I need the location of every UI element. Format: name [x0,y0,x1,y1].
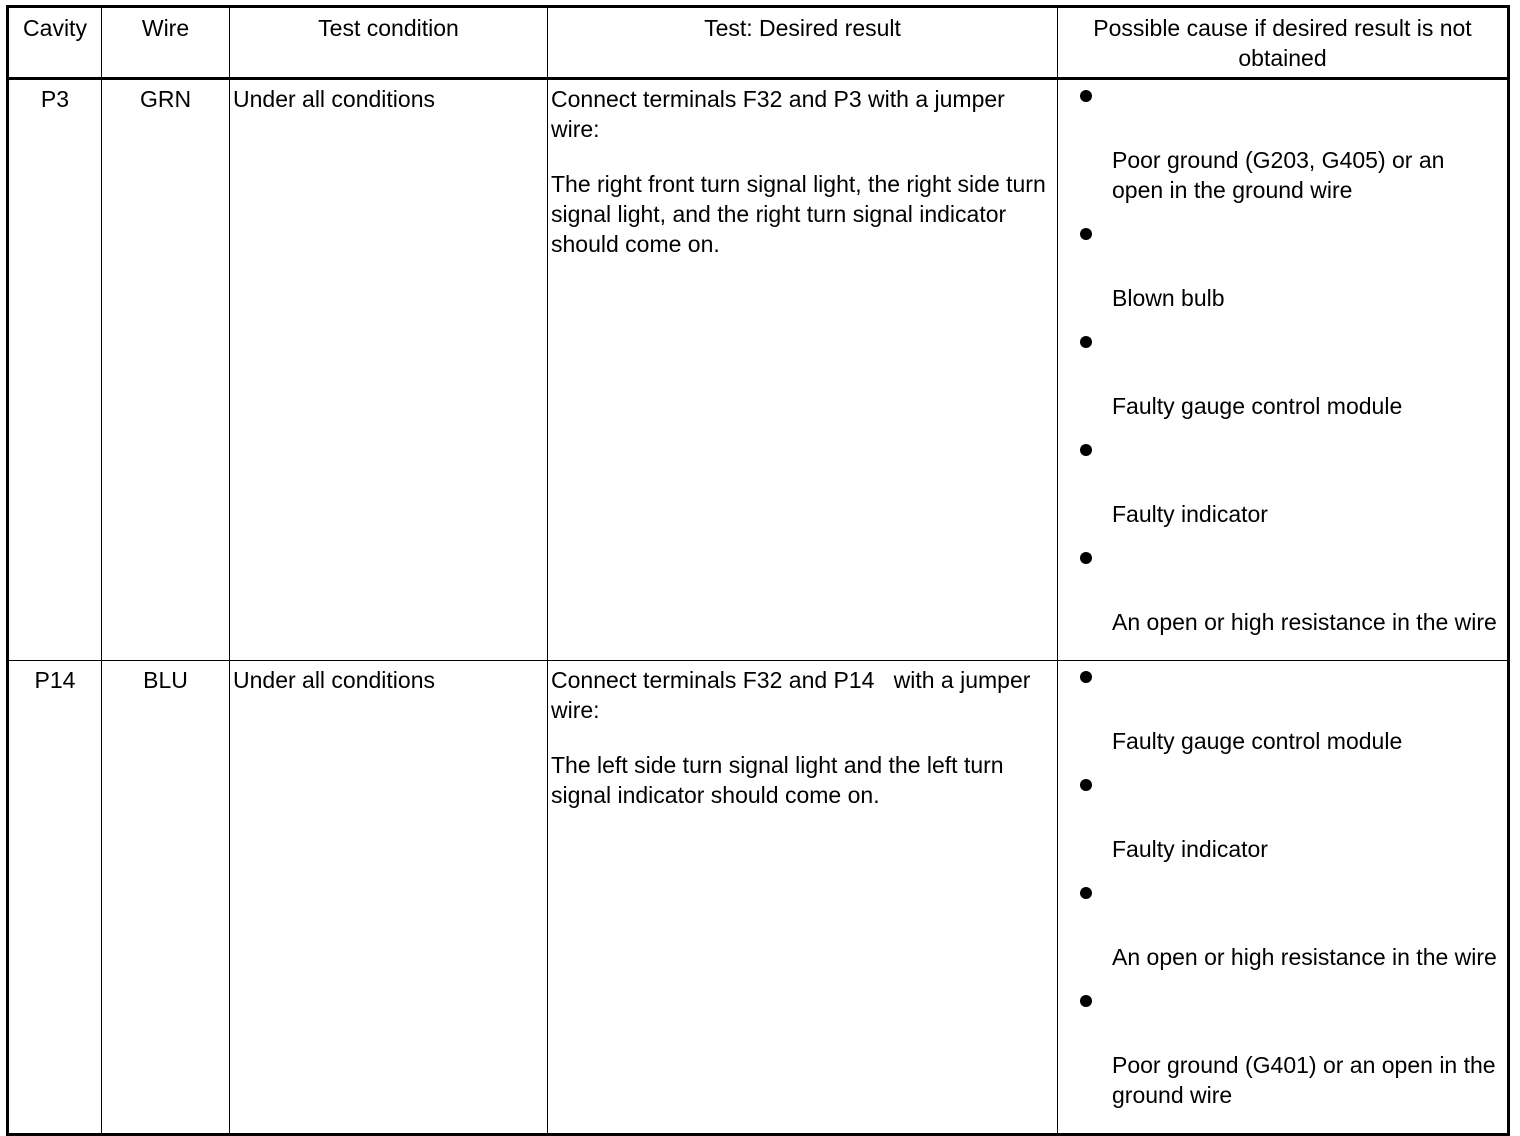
cause-text: Faulty gauge control module [1112,728,1403,754]
condition-cell: Under all conditions [230,79,548,661]
header-wire: Wire [102,7,230,79]
cause-item [1078,887,1501,972]
cause-text: Poor ground (G401) or an open in the ground wire [1112,1052,1496,1108]
cause-text: Faulty indicator [1112,836,1268,862]
header-row [8,7,1509,79]
bullet-icon [1080,90,1092,102]
cause-item [1078,779,1501,864]
table-row [8,79,1509,661]
header-possible-cause: Possible cause if desired result is not obtained [1058,7,1509,79]
cause-text: Faulty indicator [1112,501,1268,527]
cause-text: Poor ground (G203, G405) or an open in the ground wire [1112,147,1445,203]
wire-cell: GRN [102,79,230,661]
cavity-cell: P14 [8,661,102,1135]
causes-cell [1058,79,1509,661]
header-desired-result: Test: Desired result [548,7,1058,79]
bullet-icon [1080,671,1092,683]
cause-text: An open or high resistance in the wire [1112,609,1497,635]
table-row [8,661,1509,1135]
cause-item [1078,995,1501,1110]
condition-cell: Under all conditions [230,661,548,1135]
cavity-cell: P3 [8,79,102,661]
cause-item [1078,671,1501,756]
cause-text: Blown bulb [1112,285,1225,311]
result-expected: The left side turn signal light and the left turn signal indicator should come on. [551,752,1004,808]
header-cavity: Cavity [8,7,102,79]
bullet-icon [1080,887,1092,899]
result-cell [548,661,1058,1135]
result-cell [548,79,1058,661]
cause-item [1078,444,1501,529]
wire-cell: BLU [102,661,230,1135]
bullet-icon [1080,336,1092,348]
cause-text: Faulty gauge control module [1112,393,1403,419]
result-instruction: Connect terminals F32 and P3 with a jumper wire: [551,86,1005,142]
result-instruction: Connect terminals F32 and P14 with a jumper wire: [551,667,1037,723]
bullet-icon [1080,444,1092,456]
cause-item [1078,336,1501,421]
bullet-icon [1080,228,1092,240]
diagnostic-table [6,5,1510,1136]
cause-item [1078,228,1501,313]
causes-cell [1058,661,1509,1135]
header-test-condition: Test condition [230,7,548,79]
result-expected: The right front turn signal light, the right side turn signal light, and the right turn signal indicator should come on. [551,171,1046,257]
cause-item [1078,552,1501,637]
bullet-icon [1080,995,1092,1007]
cause-text: An open or high resistance in the wire [1112,944,1497,970]
bullet-icon [1080,779,1092,791]
cause-item [1078,90,1501,205]
bullet-icon [1080,552,1092,564]
